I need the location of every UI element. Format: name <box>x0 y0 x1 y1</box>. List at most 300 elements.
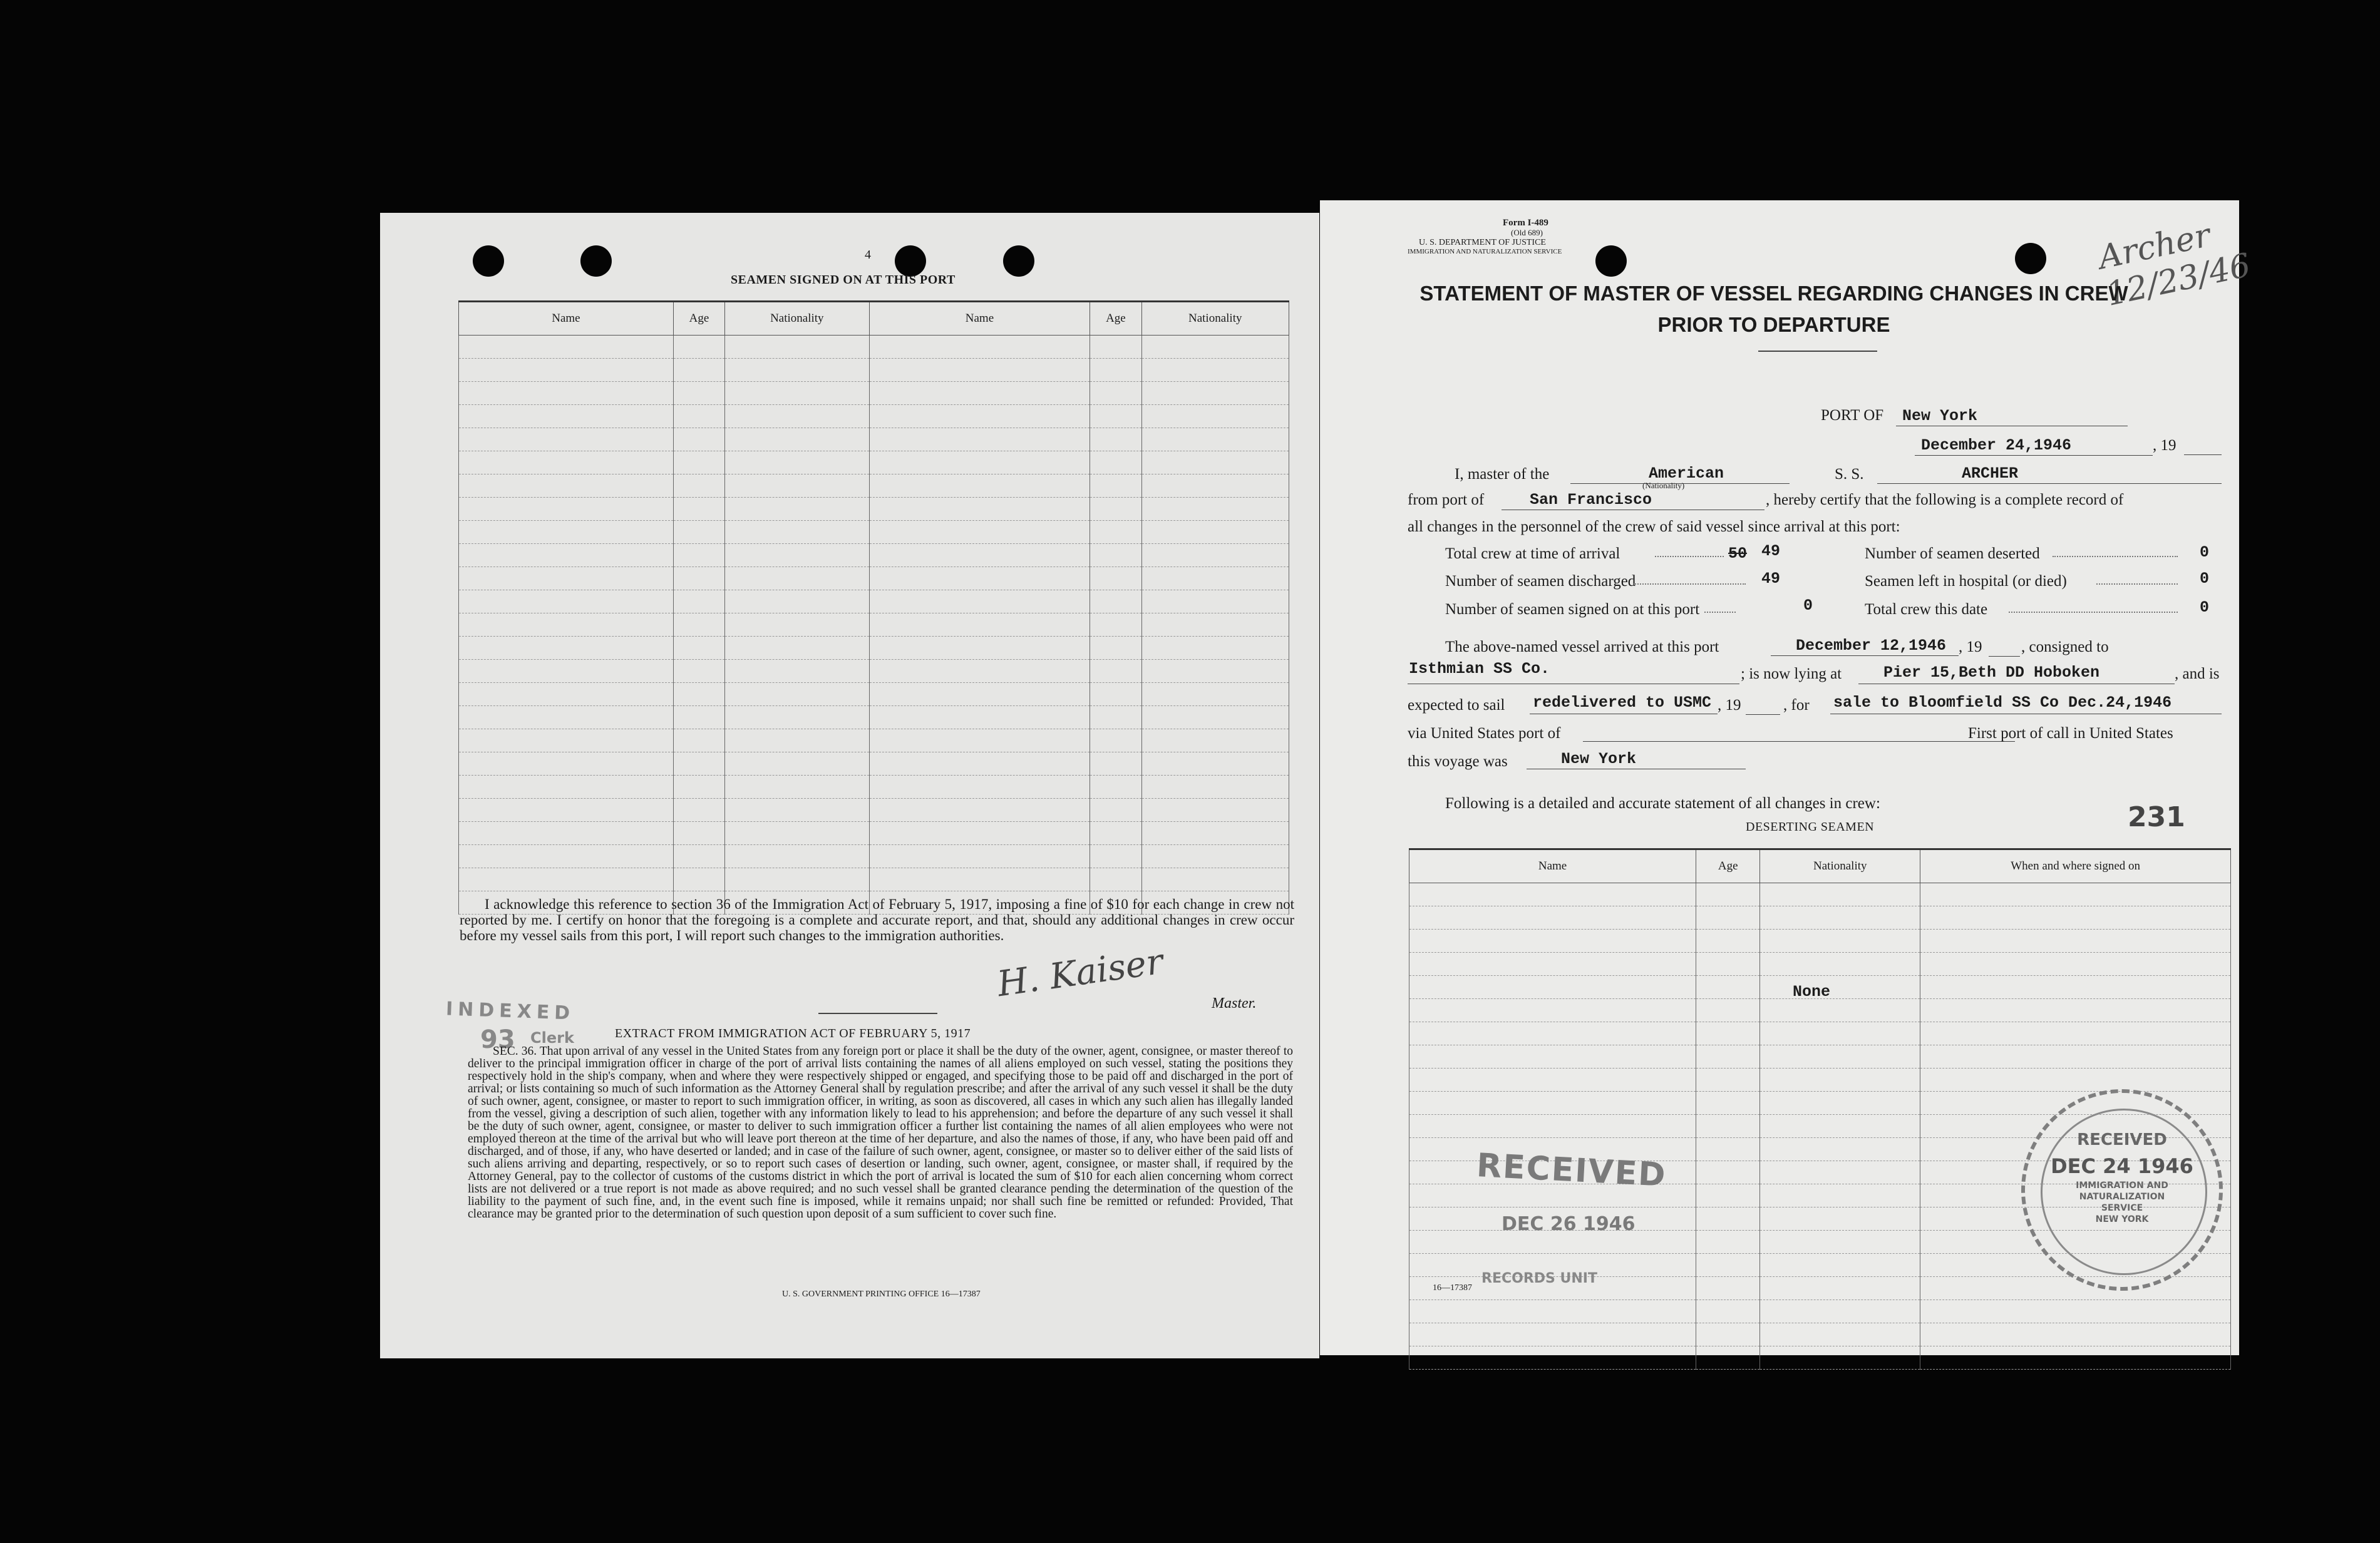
port-field <box>1896 407 2128 426</box>
table-cell <box>1760 1115 1920 1138</box>
table-cell <box>869 451 1090 474</box>
dot-leader <box>2096 583 2178 585</box>
table-cell <box>1409 1022 1696 1045</box>
table-cell <box>1696 1254 1760 1277</box>
table-cell <box>1920 1022 2231 1045</box>
table-cell <box>1409 953 1696 976</box>
printer-code: 16—17387 <box>1433 1283 1472 1293</box>
table-cell <box>1141 382 1289 405</box>
table-cell <box>1141 729 1289 752</box>
table-cell <box>673 868 724 891</box>
total-crew-date-value: 0 <box>2200 598 2210 617</box>
punch-hole <box>473 245 504 277</box>
table-cell <box>1141 706 1289 729</box>
table-cell <box>869 660 1090 683</box>
table-cell <box>673 752 724 776</box>
table-cell <box>673 336 724 359</box>
table-cell <box>1409 1323 1696 1346</box>
form-subtitle: PRIOR TO DEPARTURE <box>1657 313 1890 336</box>
table-cell <box>673 567 724 590</box>
lying-field <box>1858 664 2175 684</box>
section-36-text: SEC. 36. That upon arrival of any vessel in the United States from any foreign port or place it shall be the duty of the owner, agent, consignee, or master thereof to deliver to the principal immigration officer in charge of the port of arrival lists containing the names of all aliens employed on such vessel, stating the positions they respectively hold in the ship's company, when and where they were respectively shipped or engaged, and specifying those to be paid off and discharged in the port of arrival; or lists containing so much of such information as the Attorney General shall by regulation prescribe; and after the arrival of any such vessel it shall be the duty of such owner, agent, consignee, or master to report to such immigration officer, in writing, as soon as discovered, all cases in which any such alien has illegally landed from the vessel, giving a description of such alien, together with any information likely to lead to his apprehension; and before the departure of any such vessel it shall be the duty of such owner, agent, consignee, or master to deliver to such immigration officer a further list containing the names of all alien employees who were not employed thereon at the time of the arrival but who will leave port thereon at the time of her departure, and also the names of those, if any, who have been paid off and discharged, and of those, if any, who have deserted or landed; and in case of the failure of such owner, agent, consignee, or master so to deliver either of the said lists of such aliens arriving and departing, respectively, or so to report such cases of desertion or landing, such owner, agent, consignee, or master shall, if required by the Attorney General, pay to the collector of customs of the customs district in which the port of arrival is located the sum of $10 for each alien concerning whom correct lists are not delivered or a true report is not made as above required; and no such vessel shall be granted clearance pending the determination of the question of the liability to the payment of such fine, and, in the event such fine is imposed, while it remains unpaid; nor shall such fine be remitted or refunded: Provided, That clearance may be granted prior to the determination of such question upon deposit of a sum sufficient to cover such fine. <box>468 1045 1293 1221</box>
table-cell <box>725 336 870 359</box>
left-page <box>380 213 1319 1358</box>
expected-field <box>1530 694 1718 714</box>
column-header: Nationality <box>1760 849 1920 883</box>
table-cell <box>1141 845 1289 868</box>
table-cell <box>869 776 1090 799</box>
voyage-field <box>1527 750 1746 769</box>
table-cell <box>869 637 1090 660</box>
round-stamp-line: IMMIGRATION AND <box>2076 1181 2168 1191</box>
total-crew-arrival-value: 49 <box>1761 542 1781 560</box>
via-label: via United States port of <box>1408 725 1561 742</box>
table-cell <box>1760 1184 1920 1207</box>
table-cell <box>1696 1346 1760 1370</box>
from-port-field <box>1502 490 1764 510</box>
voyage-label: this voyage was <box>1408 753 1508 770</box>
master-signature: H. Kaiser <box>994 941 1166 1005</box>
deserting-seamen-title: DESERTING SEAMEN <box>1746 820 1875 834</box>
table-cell <box>1090 868 1141 891</box>
signed-on-row <box>459 382 1289 405</box>
table-cell <box>673 845 724 868</box>
deserting-row <box>1409 1323 2231 1346</box>
table-cell <box>459 845 674 868</box>
hospital-label: Seamen left in hospital (or died) <box>1865 573 2067 590</box>
table-cell <box>1409 906 1696 930</box>
dot-leader <box>1704 612 1736 613</box>
ship-name: ARCHER <box>1962 464 2019 483</box>
indexed-stamp-number: 93 <box>480 1025 515 1054</box>
table-cell <box>1920 883 2231 906</box>
arrived-field <box>1771 637 1959 656</box>
table-cell <box>869 868 1090 891</box>
column-header: Age <box>1090 302 1141 336</box>
column-header: Age <box>673 302 724 336</box>
deserting-row <box>1409 930 2231 953</box>
table-cell <box>459 451 674 474</box>
table-cell <box>1760 1323 1920 1346</box>
table-cell <box>1141 683 1289 706</box>
table-cell <box>459 590 674 613</box>
deserting-row <box>1409 999 2231 1022</box>
signed-on-row <box>459 405 1289 428</box>
discharged-label: Number of seamen discharged <box>1445 573 1636 590</box>
round-stamp-date: DEC 24 1946 <box>2051 1154 2193 1178</box>
table-cell <box>673 706 724 729</box>
table-cell <box>1696 953 1760 976</box>
deserting-row <box>1409 906 2231 930</box>
table-cell <box>1760 1254 1920 1277</box>
signed-on-table <box>458 300 1289 915</box>
table-cell <box>1760 976 1920 999</box>
discharged-value: 49 <box>1761 570 1781 588</box>
signed-on-value: 0 <box>1803 597 1813 615</box>
table-cell <box>1090 590 1141 613</box>
table-cell <box>1090 822 1141 845</box>
table-cell <box>673 637 724 660</box>
table-cell <box>1141 451 1289 474</box>
total-crew-date-label: Total crew this date <box>1865 601 1988 618</box>
table-cell <box>725 613 870 637</box>
table-cell <box>1696 1207 1760 1231</box>
table-cell <box>459 822 674 845</box>
acknowledgement-text: I acknowledge this reference to section 36 of the Immigration Act of February 5, 1917, imposing a fine of $10 for each change in crew not reported by me. I certify on honor that the foregoing is a complete and accurate report, and that, should any additional changes in crew occur before my vessel sails from this port, I will report such changes to the immigration authorities. <box>460 896 1294 943</box>
table-cell <box>459 359 674 382</box>
round-stamp-line: NEW YORK <box>2095 1214 2149 1224</box>
table-cell <box>869 567 1090 590</box>
table-cell <box>725 706 870 729</box>
table-cell <box>1090 799 1141 822</box>
table-cell <box>1760 1092 1920 1115</box>
via-field <box>1583 722 2015 742</box>
table-cell <box>1696 930 1760 953</box>
table-cell <box>459 521 674 544</box>
table-cell <box>725 359 870 382</box>
table-cell <box>1090 521 1141 544</box>
table-cell <box>725 567 870 590</box>
table-cell <box>1920 1323 2231 1346</box>
received-stamp-date: DEC 26 1946 <box>1502 1213 1636 1235</box>
signed-on-row <box>459 359 1289 382</box>
table-cell <box>869 544 1090 567</box>
table-cell <box>1760 953 1920 976</box>
table-cell <box>459 637 674 660</box>
column-header: Nationality <box>1141 302 1289 336</box>
table-cell <box>725 474 870 498</box>
column-header: Name <box>1409 849 1696 883</box>
table-cell <box>1696 1115 1760 1138</box>
table-cell <box>869 683 1090 706</box>
table-cell <box>1090 752 1141 776</box>
table-cell <box>673 498 724 521</box>
table-cell <box>1760 1161 1920 1184</box>
column-header: Nationality <box>725 302 870 336</box>
table-cell <box>1696 1184 1760 1207</box>
table-cell <box>673 474 724 498</box>
for-field <box>1830 694 2222 714</box>
certify-text-continued: all changes in the personnel of the crew of said vessel since arrival at this port: <box>1408 518 1900 535</box>
table-cell <box>1090 660 1141 683</box>
total-crew-arrival-struck: 50 <box>1728 545 1748 563</box>
following-text: Following is a detailed and accurate statement of all changes in crew: <box>1445 795 1880 812</box>
table-cell <box>1920 999 2231 1022</box>
deserting-row <box>1409 883 2231 906</box>
table-cell <box>1760 1069 1920 1092</box>
table-cell <box>1760 1300 1920 1323</box>
table-cell <box>1760 906 1920 930</box>
table-cell <box>1141 776 1289 799</box>
table-cell <box>673 382 724 405</box>
table-cell <box>1760 1231 1920 1254</box>
table-cell <box>1696 1069 1760 1092</box>
form-old-number: (Old 689) <box>1511 228 1543 237</box>
signed-on-row <box>459 451 1289 474</box>
ship-name-field <box>1877 463 2222 484</box>
signed-on-row <box>459 590 1289 613</box>
first-port-label: First port of call in United States <box>1968 725 2173 742</box>
deserting-row <box>1409 1022 2231 1045</box>
from-port-label: from port of <box>1408 491 1485 508</box>
table-cell <box>673 776 724 799</box>
table-cell <box>1409 1115 1696 1138</box>
table-cell <box>673 359 724 382</box>
table-cell <box>725 498 870 521</box>
punch-hole <box>1003 245 1034 277</box>
table-cell <box>869 706 1090 729</box>
signed-on-row <box>459 706 1289 729</box>
table-cell <box>1696 1138 1760 1161</box>
table-cell <box>725 660 870 683</box>
punch-hole <box>895 245 926 277</box>
table-cell <box>1090 544 1141 567</box>
table-cell <box>725 382 870 405</box>
table-cell <box>673 451 724 474</box>
table-cell <box>459 706 674 729</box>
signed-on-row <box>459 683 1289 706</box>
signed-on-row <box>459 498 1289 521</box>
table-cell <box>459 683 674 706</box>
table-cell <box>1920 1045 2231 1069</box>
table-cell <box>1090 336 1141 359</box>
table-cell <box>725 544 870 567</box>
port-value: New York <box>1902 407 1978 425</box>
table-cell <box>1696 1323 1760 1346</box>
arrived-year-label: , 19 <box>1959 638 1982 655</box>
table-cell <box>1090 567 1141 590</box>
handwritten-note: Archer 12/23/46 <box>2095 217 2254 314</box>
table-cell <box>869 729 1090 752</box>
table-cell <box>869 822 1090 845</box>
expected-year-field <box>1746 697 1780 715</box>
dot-leader <box>2009 612 2178 613</box>
table-cell <box>1409 976 1696 999</box>
table-cell <box>725 405 870 428</box>
consigned-label: , consigned to <box>2021 638 2109 655</box>
stamp-number: 231 <box>2128 801 2185 833</box>
total-crew-arrival-label: Total crew at time of arrival <box>1445 545 1620 562</box>
round-stamp-line: SERVICE <box>2101 1203 2143 1213</box>
and-is-label: , and is <box>2175 665 2220 682</box>
table-cell <box>1090 498 1141 521</box>
table-cell <box>1409 999 1696 1022</box>
table-cell <box>869 428 1090 451</box>
table-cell <box>1696 1277 1760 1300</box>
dot-leader <box>2053 556 2178 557</box>
table-cell <box>1920 953 2231 976</box>
table-cell <box>869 799 1090 822</box>
table-cell <box>1141 428 1289 451</box>
service-name: IMMIGRATION AND NATURALIZATION SERVICE <box>1408 248 1562 255</box>
right-page <box>1320 200 2254 1355</box>
round-stamp <box>2021 1089 2223 1291</box>
table-cell <box>869 359 1090 382</box>
department-name: U. S. DEPARTMENT OF JUSTICE <box>1419 238 1546 247</box>
received-stamp-sub: RECORDS UNIT <box>1481 1271 1597 1286</box>
table-cell <box>459 428 674 451</box>
table-cell <box>459 567 674 590</box>
for-value: sale to Bloomfield SS Co Dec.24,1946 <box>1833 694 2172 712</box>
table-cell <box>725 521 870 544</box>
signed-on-row <box>459 521 1289 544</box>
table-cell <box>725 752 870 776</box>
table-cell <box>459 382 674 405</box>
table-cell <box>1141 336 1289 359</box>
table-cell <box>1920 976 2231 999</box>
table-cell <box>1696 976 1760 999</box>
table-cell <box>1696 1045 1760 1069</box>
column-header: Name <box>869 302 1090 336</box>
table-cell <box>459 544 674 567</box>
table-cell <box>869 521 1090 544</box>
table-cell <box>1141 498 1289 521</box>
table-cell <box>725 451 870 474</box>
printing-office: U. S. GOVERNMENT PRINTING OFFICE 16—17387 <box>782 1289 981 1299</box>
table-cell <box>673 822 724 845</box>
table-cell <box>1141 637 1289 660</box>
punch-hole <box>2015 243 2046 274</box>
table-cell <box>1760 1346 1920 1370</box>
table-cell <box>725 822 870 845</box>
none-entry: None <box>1793 983 1831 1001</box>
signed-on-row <box>459 845 1289 868</box>
table-cell <box>459 613 674 637</box>
table-cell <box>869 845 1090 868</box>
table-cell <box>1141 799 1289 822</box>
table-cell <box>725 845 870 868</box>
consignee-field <box>1408 660 1739 684</box>
dot-leader <box>1655 556 1724 557</box>
table-cell <box>1090 474 1141 498</box>
arrived-year-field <box>1989 638 2020 657</box>
table-cell <box>1920 906 2231 930</box>
table-cell <box>459 752 674 776</box>
nationality-value: American <box>1649 464 1724 483</box>
deserting-row <box>1409 953 2231 976</box>
round-stamp-line: NATURALIZATION <box>2079 1192 2165 1202</box>
table-cell <box>1696 1231 1760 1254</box>
table-cell <box>1760 930 1920 953</box>
table-cell <box>1141 521 1289 544</box>
for-label: , for <box>1783 697 1810 714</box>
year-label: , 19 <box>2153 437 2177 454</box>
table-cell <box>1760 1277 1920 1300</box>
signed-on-row <box>459 868 1289 891</box>
table-cell <box>1920 1300 2231 1323</box>
table-cell <box>725 729 870 752</box>
table-cell <box>1090 706 1141 729</box>
port-label: PORT OF <box>1821 407 1884 424</box>
table-cell <box>1141 590 1289 613</box>
table-cell <box>673 428 724 451</box>
table-cell <box>1696 906 1760 930</box>
table-cell <box>459 474 674 498</box>
table-cell <box>1696 1022 1760 1045</box>
table-cell <box>673 544 724 567</box>
table-cell <box>1760 883 1920 906</box>
table-cell <box>869 752 1090 776</box>
column-header: Name <box>459 302 674 336</box>
table-cell <box>1141 752 1289 776</box>
table-cell <box>1141 868 1289 891</box>
deserted-label: Number of seamen deserted <box>1865 545 2040 562</box>
table-cell <box>1090 683 1141 706</box>
table-cell <box>1409 1092 1696 1115</box>
form-number: Form I-489 <box>1503 218 1548 228</box>
table-cell <box>1696 1300 1760 1323</box>
table-cell <box>459 336 674 359</box>
column-header: When and where signed on <box>1920 849 2231 883</box>
table-cell <box>1141 359 1289 382</box>
signed-on-row <box>459 729 1289 752</box>
table-cell <box>673 613 724 637</box>
table-cell <box>459 799 674 822</box>
signed-on-row <box>459 336 1289 359</box>
table-cell <box>1141 567 1289 590</box>
indexed-stamp: INDEXED <box>445 998 575 1025</box>
table-cell <box>1409 930 1696 953</box>
extract-title: EXTRACT FROM IMMIGRATION ACT OF FEBRUARY 5, 1917 <box>615 1027 971 1040</box>
year-field <box>2184 437 2222 455</box>
signed-on-label: Number of seamen signed on at this port <box>1445 601 1700 618</box>
table-cell <box>459 776 674 799</box>
table-cell <box>725 799 870 822</box>
table-cell <box>673 799 724 822</box>
signed-on-table-title: SEAMEN SIGNED ON AT THIS PORT <box>731 273 956 287</box>
expected-year-label: , 19 <box>1718 697 1741 714</box>
arrived-label: The above-named vessel arrived at this port <box>1445 638 1719 655</box>
arrived-value: December 12,1946 <box>1796 637 1947 655</box>
nationality-caption: (Nationality) <box>1642 481 1685 490</box>
table-cell <box>869 613 1090 637</box>
table-cell <box>1141 613 1289 637</box>
form-title: STATEMENT OF MASTER OF VESSEL REGARDING CHANGES IN CREW <box>1419 282 2128 305</box>
voyage-value: New York <box>1561 750 1637 768</box>
table-cell <box>725 868 870 891</box>
table-cell <box>1090 428 1141 451</box>
hospital-value: 0 <box>2200 570 2210 588</box>
expected-value: redelivered to USMC <box>1533 694 1712 712</box>
table-cell <box>1760 1138 1920 1161</box>
certify-text: , hereby certify that the following is a complete record of <box>1766 491 2124 508</box>
signed-on-row <box>459 613 1289 637</box>
table-cell <box>459 405 674 428</box>
from-port-value: San Francisco <box>1530 491 1652 509</box>
table-cell <box>1409 1069 1696 1092</box>
table-cell <box>1696 1092 1760 1115</box>
signed-on-row <box>459 752 1289 776</box>
table-cell <box>459 729 674 752</box>
table-cell <box>1090 776 1141 799</box>
signed-on-row <box>459 567 1289 590</box>
table-cell <box>1696 999 1760 1022</box>
table-cell <box>1760 1045 1920 1069</box>
table-cell <box>673 729 724 752</box>
signed-on-row <box>459 660 1289 683</box>
table-cell <box>1090 637 1141 660</box>
deserted-value: 0 <box>2200 543 2210 561</box>
table-cell <box>1920 1346 2231 1370</box>
table-cell <box>1696 883 1760 906</box>
deserting-row <box>1409 1300 2231 1323</box>
ss-label: S. S. <box>1835 466 1864 483</box>
table-cell <box>459 660 674 683</box>
signed-on-row <box>459 428 1289 451</box>
table-cell <box>673 683 724 706</box>
table-cell <box>1090 729 1141 752</box>
table-cell <box>1920 930 2231 953</box>
